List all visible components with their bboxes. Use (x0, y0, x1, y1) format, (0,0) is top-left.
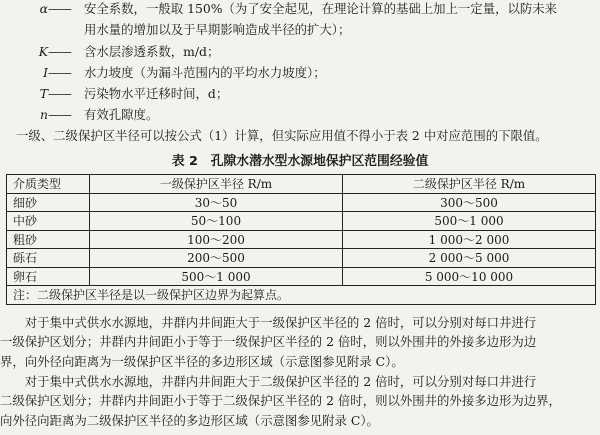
cell-type: 卵石 (7, 267, 90, 286)
table-row (7, 230, 596, 249)
def-alpha-continued (84, 21, 350, 39)
paragraph-line: 一级保护区划分；井群内井间距小于等于一级保护区半径的 2 倍时，则以外围井的外接多边形为边 (0, 334, 537, 350)
cell-primary: 30～50 (90, 193, 343, 212)
def-text: 用水量的增加以及于早期影响造成半径的扩大）； (84, 22, 351, 37)
cell-type: 中砂 (7, 212, 90, 231)
cell-secondary: 2 000～5 000 (343, 249, 596, 268)
table-note: 注：二级保护区半径是以一级保护区边界为起算点。 (7, 286, 596, 305)
def-symbol: K (38, 44, 48, 59)
cell-primary: 50～100 (90, 212, 343, 231)
def-n (34, 106, 158, 124)
def-dash: —— (48, 107, 71, 122)
cell-secondary: 5 000～10 000 (343, 267, 596, 286)
def-symbol: I (43, 65, 48, 80)
table-row (7, 193, 596, 212)
paragraph-line: 向外径向距离为二级保护区半径的多边形区域（示意图参见附录 C）。 (0, 412, 379, 428)
paragraph-secondary-zone (0, 372, 600, 430)
paragraph-line: 对于集中式供水水源地，井群内井间距大于二级保护区半径的 2 倍时，可以分别对每口井进行 (0, 374, 537, 389)
def-symbol: n (40, 107, 48, 122)
def-text: 有效孔隙度。 (84, 107, 159, 122)
def-t (34, 85, 228, 103)
header-medium-type: 介质类型 (7, 175, 90, 194)
paragraph-line: 界，向外径向距离为一级保护区半径的多边形区域（示意图参见附录 C）。 (0, 353, 404, 369)
table-note-row (7, 286, 596, 305)
def-alpha (34, 0, 557, 18)
cell-primary: 500～1 000 (90, 267, 343, 286)
def-text: 含水层渗透系数，m/d； (84, 44, 220, 59)
cell-primary: 200～500 (90, 249, 343, 268)
def-symbol: α (39, 1, 48, 16)
cell-type: 细砂 (7, 193, 90, 212)
cell-secondary: 1 000～2 000 (343, 230, 596, 249)
header-secondary-radius: 二级保护区半径 R/m (343, 175, 596, 194)
table-title: 表 2 孔隙水潜水型水源地保护区范围经验值 (171, 154, 429, 169)
paragraph-primary-zone (0, 313, 600, 371)
def-text: 污染物水平迁移时间，d； (84, 86, 229, 101)
table-row (7, 267, 596, 286)
header-primary-radius: 一级保护区半径 R/m (90, 175, 343, 194)
def-dash: —— (48, 65, 71, 80)
def-dash: —— (48, 86, 71, 101)
def-i (34, 64, 326, 82)
def-symbol: T (39, 86, 48, 101)
paragraph-line: 二级保护区划分；井群内井间距小于等于二级保护区半径的 2 倍时，则以外围井的外接多边形为边界， (0, 393, 561, 409)
cell-type: 粗砂 (7, 230, 90, 249)
def-dash: —— (48, 44, 71, 59)
range-table (6, 174, 596, 305)
table-header-row (7, 175, 596, 194)
cell-secondary: 500～1 000 (343, 212, 596, 231)
table-row (7, 212, 596, 231)
def-k (34, 43, 219, 61)
cell-primary: 100～200 (90, 230, 343, 249)
def-text: 安全系数，一般取 150%（为了安全起见，在理论计算的基础上加上一定量，以防未来 (84, 1, 558, 16)
cell-type: 砾石 (7, 249, 90, 268)
table-row (7, 249, 596, 268)
intro-paragraph: 一级、二级保护区半径可以按公式（1）计算，但实际应用值不得小于表 2 中对应范围的下限值。 (16, 128, 548, 143)
cell-secondary: 300～500 (343, 193, 596, 212)
def-dash: —— (48, 1, 71, 16)
def-text: 水力坡度（为漏斗范围内的平均水力坡度）； (84, 65, 326, 80)
paragraph-line: 对于集中式供水水源地，井群内井间距大于一级保护区半径的 2 倍时，可以分别对每口井进行 (0, 315, 537, 330)
